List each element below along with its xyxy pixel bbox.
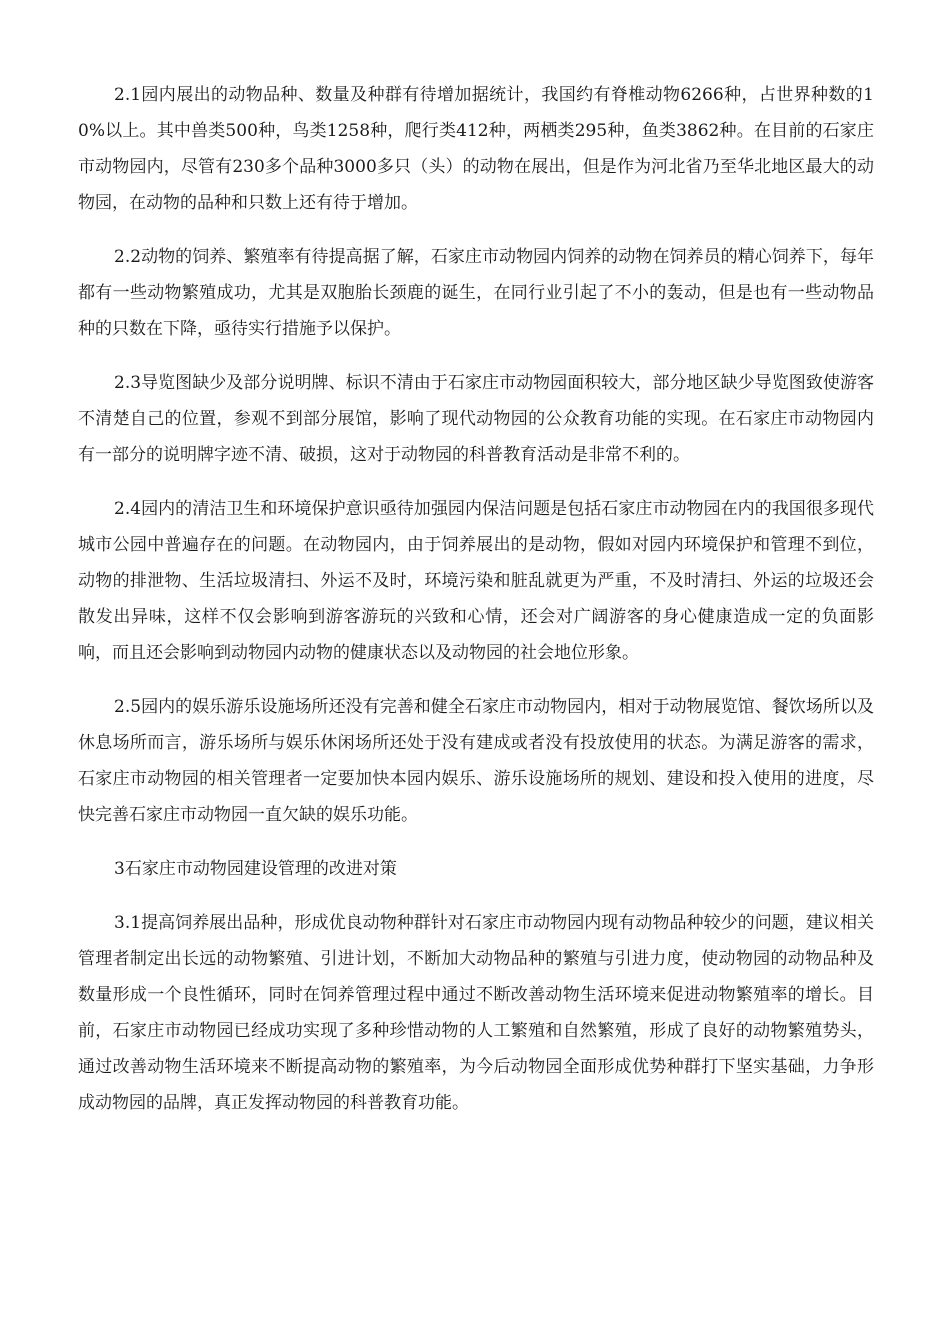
paragraph-2-3: 2.3导览图缺少及部分说明牌、标识不清由于石家庄市动物园面积较大，部分地区缺少导览图致使游客不清楚自己的位置，参观不到部分展馆，影响了现代动物园的公众教育功能的实现。在石家庄市动物园内有一部分的说明牌字迹不清、破损，这对于动物园的科普教育活动是非常不利的。 xyxy=(78,373,874,465)
paragraph-2-1: 2.1园内展出的动物品种、数量及种群有待增加据统计，我国约有脊椎动物6266种，占世界种数的10%以上。其中兽类500种，鸟类1258种，爬行类412种，两栖类295种，鱼类3862种。在目前的石家庄市动物园内，尽管有230多个品种3000多只（头）的动物在展出，但是作为河北省乃至华北地区最大的动物园，在动物的品种和只数上还有待于增加。 xyxy=(78,85,874,213)
document-page xyxy=(78,77,874,1139)
paragraph-2-4: 2.4园内的清洁卫生和环境保护意识亟待加强园内保洁问题是包括石家庄市动物园在内的我国很多现代城市公园中普遍存在的问题。在动物园内，由于饲养展出的是动物，假如对园内环境保护和管理不到位，动物的排泄物、生活垃圾清扫、外运不及时，环境污染和脏乱就更为严重，不及时清扫、外运的垃圾还会散发出异味，这样不仅会影响到游客游玩的兴致和心情，还会对广阔游客的身心健康造成一定的负面影响，而且还会影响到动物园内动物的健康状态以及动物园的社会地位形象。 xyxy=(78,499,874,663)
paragraph-2-2: 2.2动物的饲养、繁殖率有待提高据了解，石家庄市动物园内饲养的动物在饲养员的精心饲养下，每年都有一些动物繁殖成功，尤其是双胞胎长颈鹿的诞生，在同行业引起了不小的轰动，但是也有一些动物品种的只数在下降，亟待实行措施予以保护。 xyxy=(78,247,874,339)
paragraph-2-5: 2.5园内的娱乐游乐设施场所还没有完善和健全石家庄市动物园内，相对于动物展览馆、餐饮场所以及休息场所而言，游乐场所与娱乐休闲场所还处于没有建成或者没有投放使用的状态。为满足游客的需求，石家庄市动物园的相关管理者一定要加快本园内娱乐、游乐设施场所的规划、建设和投入使用的进度，尽快完善石家庄市动物园一直欠缺的娱乐功能。 xyxy=(78,697,874,825)
paragraph-3-1: 3.1提高饲养展出品种，形成优良动物种群针对石家庄市动物园内现有动物品种较少的问题，建议相关管理者制定出长远的动物繁殖、引进计划，不断加大动物品种的繁殖与引进力度，使动物园的动物品种及数量形成一个良性循环，同时在饲养管理过程中通过不断改善动物生活环境来促进动物繁殖率的增长。目前，石家庄市动物园已经成功实现了多种珍惜动物的人工繁殖和自然繁殖，形成了良好的动物繁殖势头，通过改善动物生活环境来不断提高动物的繁殖率，为今后动物园全面形成优势种群打下坚实基础，力争形成动物园的品牌，真正发挥动物园的科普教育功能。 xyxy=(78,913,874,1113)
section-heading-3: 3石家庄市动物园建设管理的改进对策 xyxy=(114,859,397,879)
